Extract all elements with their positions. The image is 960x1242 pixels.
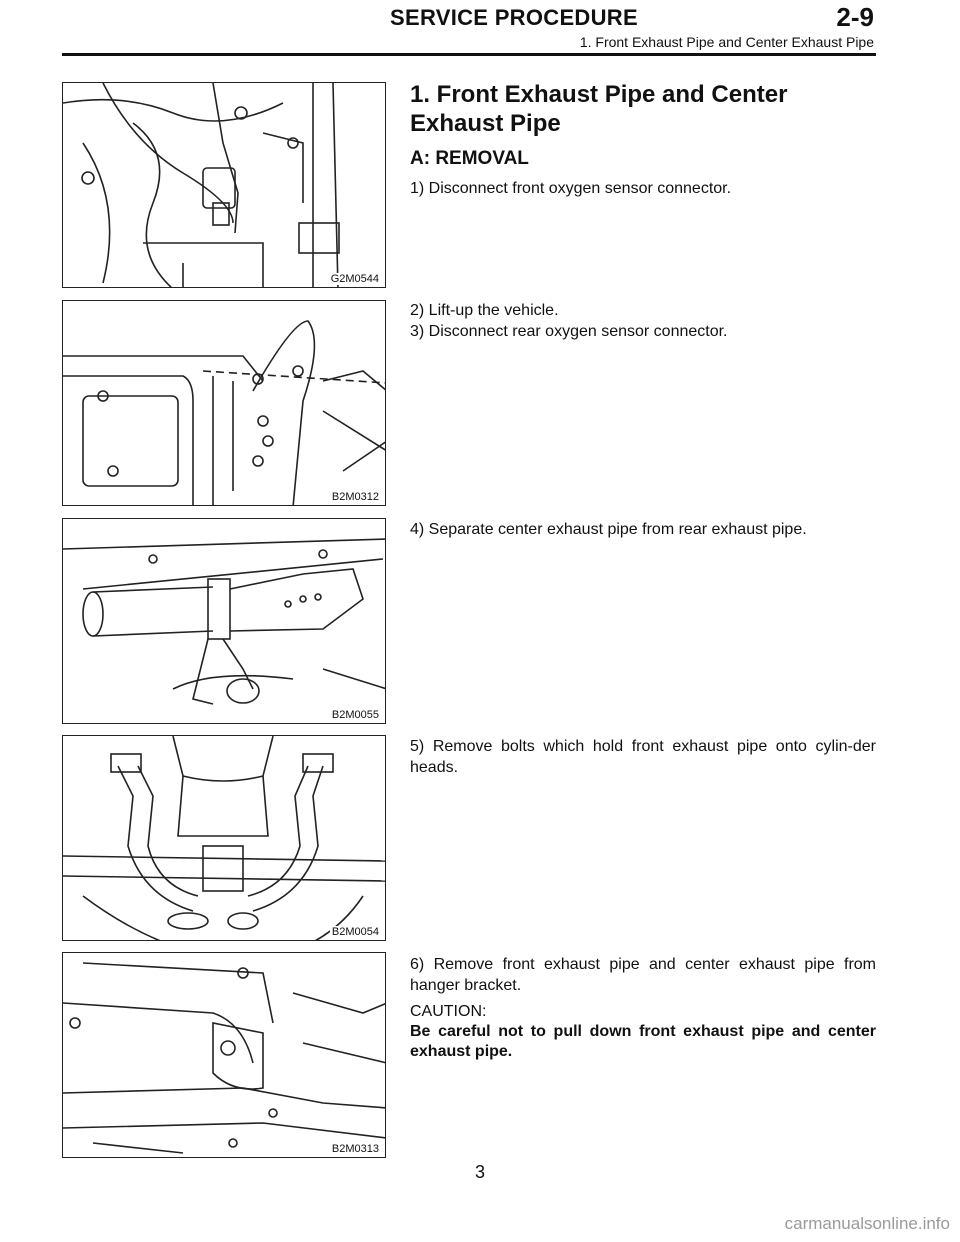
illustration-engine-harness: [63, 83, 386, 288]
step-group-2-3: [410, 300, 876, 342]
header-rule: [62, 53, 876, 56]
caution-label: CAUTION:: [410, 1003, 487, 1020]
header-subtitle: 1. Front Exhaust Pipe and Center Exhaust Pipe: [579, 34, 874, 50]
page-number: 3: [474, 1162, 485, 1182]
step-2: 2) Lift-up the vehicle.: [410, 302, 559, 319]
step-group-6: [410, 954, 876, 1062]
figure-code: G2M0544: [330, 273, 379, 285]
illustration-cylinder-heads: [63, 736, 386, 941]
figure-code: B2M0312: [331, 491, 379, 503]
figure-rear-oxygen-sensor: [62, 300, 386, 506]
illustration-exhaust-joint: [63, 519, 386, 724]
figure-code: B2M0054: [331, 926, 379, 938]
figure-hanger-bracket: [62, 952, 386, 1158]
illustration-transmission-underside: [63, 301, 386, 506]
section-title: 1. Front Exhaust Pipe and Center Exhaust Pipe: [410, 81, 788, 137]
watermark: carmanualsonline.info: [784, 1214, 950, 1233]
step-group-4: [410, 519, 876, 540]
removal-intro: [410, 80, 876, 199]
header-title: SERVICE PROCEDURE: [390, 5, 638, 30]
figure-front-oxygen-sensor: [62, 82, 386, 288]
figure-front-exhaust-pipe: [62, 735, 386, 941]
section-number: 2-9: [836, 2, 874, 32]
figure-code: B2M0055: [331, 709, 379, 721]
caution-text: Be careful not to pull down front exhaust pipe and center exhaust pipe.: [410, 1023, 876, 1060]
subsection-title: A: REMOVAL: [410, 148, 529, 169]
figure-center-exhaust-pipe: [62, 518, 386, 724]
step-3: 3) Disconnect rear oxygen sensor connector.: [410, 323, 728, 340]
step-4: 4) Separate center exhaust pipe from rear exhaust pipe.: [410, 521, 807, 538]
figure-code: B2M0313: [331, 1143, 379, 1155]
illustration-hanger-bracket: [63, 953, 386, 1158]
step-5: 5) Remove bolts which hold front exhaust pipe onto cylin-der heads.: [410, 738, 876, 776]
step-6: 6) Remove front exhaust pipe and center exhaust pipe from hanger bracket.: [410, 956, 876, 994]
step-1: 1) Disconnect front oxygen sensor connector.: [410, 180, 732, 197]
step-group-5: [410, 736, 876, 778]
